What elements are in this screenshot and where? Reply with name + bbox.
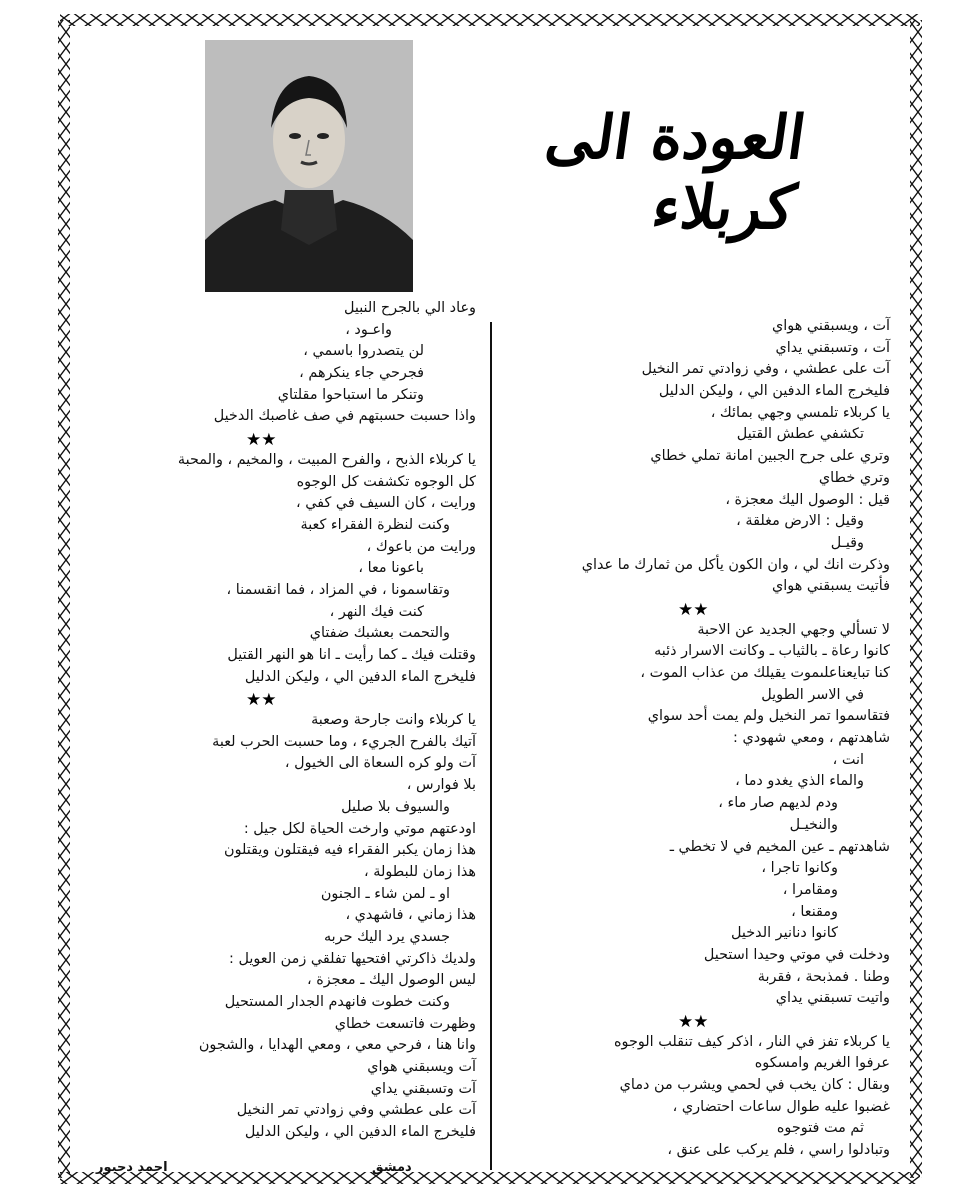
poem-line: لن يتصدروا باسمي ، bbox=[303, 343, 424, 360]
poem-line: قيل : الوصول اليك معجزة ، bbox=[725, 491, 890, 508]
poem-line: ثم مت فتوجوه bbox=[776, 1120, 864, 1137]
poem-line: وعاد الي بالجرح النبيل bbox=[343, 300, 476, 316]
poem-line: وتنكر ما استباحوا مقلتاي bbox=[277, 386, 424, 403]
poem-line: باعونا معا ، bbox=[358, 560, 424, 577]
poem-line: وتري خطاي bbox=[818, 469, 890, 486]
poem-column-right bbox=[528, 316, 890, 1162]
poem-line: آت وتسبقني يداي bbox=[370, 1080, 476, 1097]
section-divider-stars bbox=[528, 1010, 890, 1032]
poem-line: شاهدتهم ، ومعي شهودي : bbox=[733, 730, 890, 747]
poem-line: وتقاسمونا ، في المزاد ، فما انقسمنا ، bbox=[226, 581, 450, 598]
poem-line: آت ، وتسبقني يداي bbox=[775, 339, 890, 356]
poem-line: كنت فيك النهر ، bbox=[329, 603, 424, 620]
poem-line: وانا هنا ، فرحي معي ، ومعي الهدايا ، والشجون bbox=[198, 1037, 476, 1054]
poem-line: وكنت خطوت فانهدم الجدار المستحيل bbox=[224, 994, 450, 1010]
poem-line: ودخلت في موتي وحيدا استحيل bbox=[703, 946, 890, 963]
poem-line: وقيل : الارض مغلقة ، bbox=[736, 513, 864, 530]
poem-line: فجرحي جاء ينكرهم ، bbox=[299, 365, 424, 382]
poem-line: آت ، ويسبقني هواي bbox=[772, 318, 890, 334]
poem-line: كانوا رعاة ـ بالثياب ـ وكانت الاسرار ذئبه bbox=[654, 643, 890, 660]
poem-line: هذا زمان يكبر الفقراء فيه فيقتلون ويقتلون bbox=[224, 842, 476, 859]
star-icon: ★★ bbox=[246, 690, 277, 711]
poem-line: تكشفي عطش القتيل bbox=[736, 426, 864, 443]
poem-line: وقتلت فيك ـ كما رأيت ـ انا هو النهر القتيل bbox=[227, 647, 476, 663]
poem-line: كل الوجوه تكشفت كل الوجوه bbox=[296, 473, 476, 490]
poem-line: يا كربلاء تلمسي وجهي بمائك ، bbox=[710, 404, 890, 421]
poem-line: فليخرج الماء الدفين الي ، وليكن الدليل bbox=[658, 383, 890, 400]
poem-line: آت على عطشي وفي زوادتي تمر النخيل bbox=[236, 1102, 476, 1119]
poem-line: كنا تبايعناعلىموت يقيلك من عذاب الموت ، bbox=[640, 665, 890, 681]
poem-line: ورايت من باعوك ، bbox=[366, 538, 476, 555]
poem-title: العودة الى كربلاء bbox=[541, 103, 810, 243]
poem-line: وظهرت فاتسعت خطاي bbox=[334, 1015, 476, 1032]
star-icon: ★★ bbox=[678, 1012, 709, 1032]
poem-line: واتيت تسبقني يداي bbox=[775, 990, 890, 1007]
poem-line: غضبوا عليه طوال ساعات احتضاري ، bbox=[672, 1098, 890, 1115]
poem-line: والسيوف بلا صليل bbox=[341, 798, 450, 815]
author-portrait bbox=[205, 40, 413, 292]
poem-line: وكانوا تاجرا ، bbox=[761, 860, 838, 877]
poem-line: فتقاسموا تمر النخيل ولم يمت أحد سواي bbox=[647, 708, 890, 725]
author-name: احمد دحبور bbox=[96, 1160, 168, 1175]
poem-line: انت ، bbox=[832, 751, 864, 768]
poem-line: والنخيـل bbox=[789, 816, 838, 833]
poem-line: والتحمت بعشبك ضفتاي bbox=[309, 625, 450, 642]
poem-line: جسدي يرد اليك حربه bbox=[323, 928, 450, 945]
poem-line: آتيك بالفرح الجريء ، وما حسبت الحرب لعبة bbox=[212, 733, 476, 750]
poem-line: آت على عطشي ، وفي زوادتي تمر النخيل bbox=[641, 361, 890, 378]
poem-line: ومقامرا ، bbox=[782, 881, 838, 898]
star-icon: ★★ bbox=[246, 430, 277, 451]
poem-line: وبقال : كان يخب في لحمي ويشرب من دماي bbox=[619, 1077, 890, 1094]
poem-line: هذا زمان للبطولة ، bbox=[364, 863, 476, 880]
poem-line: اودعتهم موتي وارخت الحياة لكل جيل : bbox=[243, 820, 476, 837]
poem-line: وذكرت انك لي ، وان الكون يأكل من ثمارك ما عداي bbox=[581, 556, 890, 573]
poem-line: هذا زماني ، فاشهدي ، bbox=[345, 907, 476, 924]
star-icon: ★★ bbox=[678, 599, 709, 620]
poem-line: ليس الوصول اليك ـ معجزة ، bbox=[306, 972, 476, 989]
poem-line: وطنا . فمذبحة ، فقربة bbox=[757, 968, 890, 985]
column-divider bbox=[490, 322, 492, 1170]
poem-line: يا كربلاء تفز في النار ، اذكر كيف تنقلب الوجوه bbox=[613, 1033, 890, 1050]
poem-line: ورايت ، كان السيف في كفي ، bbox=[295, 495, 476, 512]
poem-line: او ـ لمن شاء ـ الجنون bbox=[320, 885, 450, 902]
poem-line: عرفوا الغريم وامسكوه bbox=[754, 1055, 890, 1072]
poem-line: آت ولو كره السعاة الى الخيول ، bbox=[284, 755, 476, 772]
poem-line: وتري على جرح الجبين امانة تملي خطاي bbox=[650, 448, 890, 465]
poem-line: والماء الذي يغدو دما ، bbox=[735, 773, 864, 790]
poem-line: ومقنعا ، bbox=[791, 903, 838, 920]
poem-line: وقيـل bbox=[830, 534, 864, 551]
poem-line: يا كربلاء وانت جارحة وصعبة bbox=[311, 712, 476, 729]
place-name: دمشق bbox=[372, 1160, 412, 1175]
poem-line: وكنت لنظرة الفقراء كعبة bbox=[300, 516, 450, 533]
poem-column-left bbox=[96, 298, 476, 1144]
poem-line: فأتيت يسبقني هواي bbox=[772, 578, 890, 595]
poem-line: لا تسألي وجهي الجديد عن الاحبة bbox=[697, 621, 890, 638]
poem-line: في الاسر الطويل bbox=[761, 686, 864, 703]
poem-line: واذا حسبت حسبتهم في صف غاصبك الدخيل bbox=[213, 408, 476, 425]
poem-line: فليخرج الماء الدفين الي ، وليكن الدليل bbox=[244, 1124, 476, 1141]
poem-line: ولديك ذاكرتي افتحيها تفلقي زمن العويل : bbox=[229, 950, 476, 967]
poem-line: واعـود ، bbox=[345, 321, 392, 338]
poem-line: فليخرج الماء الدفين الي ، وليكن الدليل bbox=[244, 668, 476, 685]
poem-line: كانوا دنانير الدخيل bbox=[731, 925, 838, 942]
section-divider-stars bbox=[528, 598, 890, 620]
poem-line: ودم لديهم صار ماء ، bbox=[718, 795, 838, 812]
section-divider-stars bbox=[96, 428, 476, 450]
poem-line: يا كربلاء الذبح ، والفرح المبيت ، والمخيم ، والمحبة bbox=[177, 451, 476, 468]
poem-line: شاهدتهم ـ عين المخيم في لا تخطي ـ bbox=[669, 838, 890, 855]
section-divider-stars bbox=[96, 688, 476, 710]
poem-line: بلا فوارس ، bbox=[406, 777, 476, 794]
poem-line: آت ويسبقني هواي bbox=[367, 1059, 476, 1076]
poem-line: وتبادلوا راسي ، فلم يركب على عنق ، bbox=[667, 1142, 890, 1159]
